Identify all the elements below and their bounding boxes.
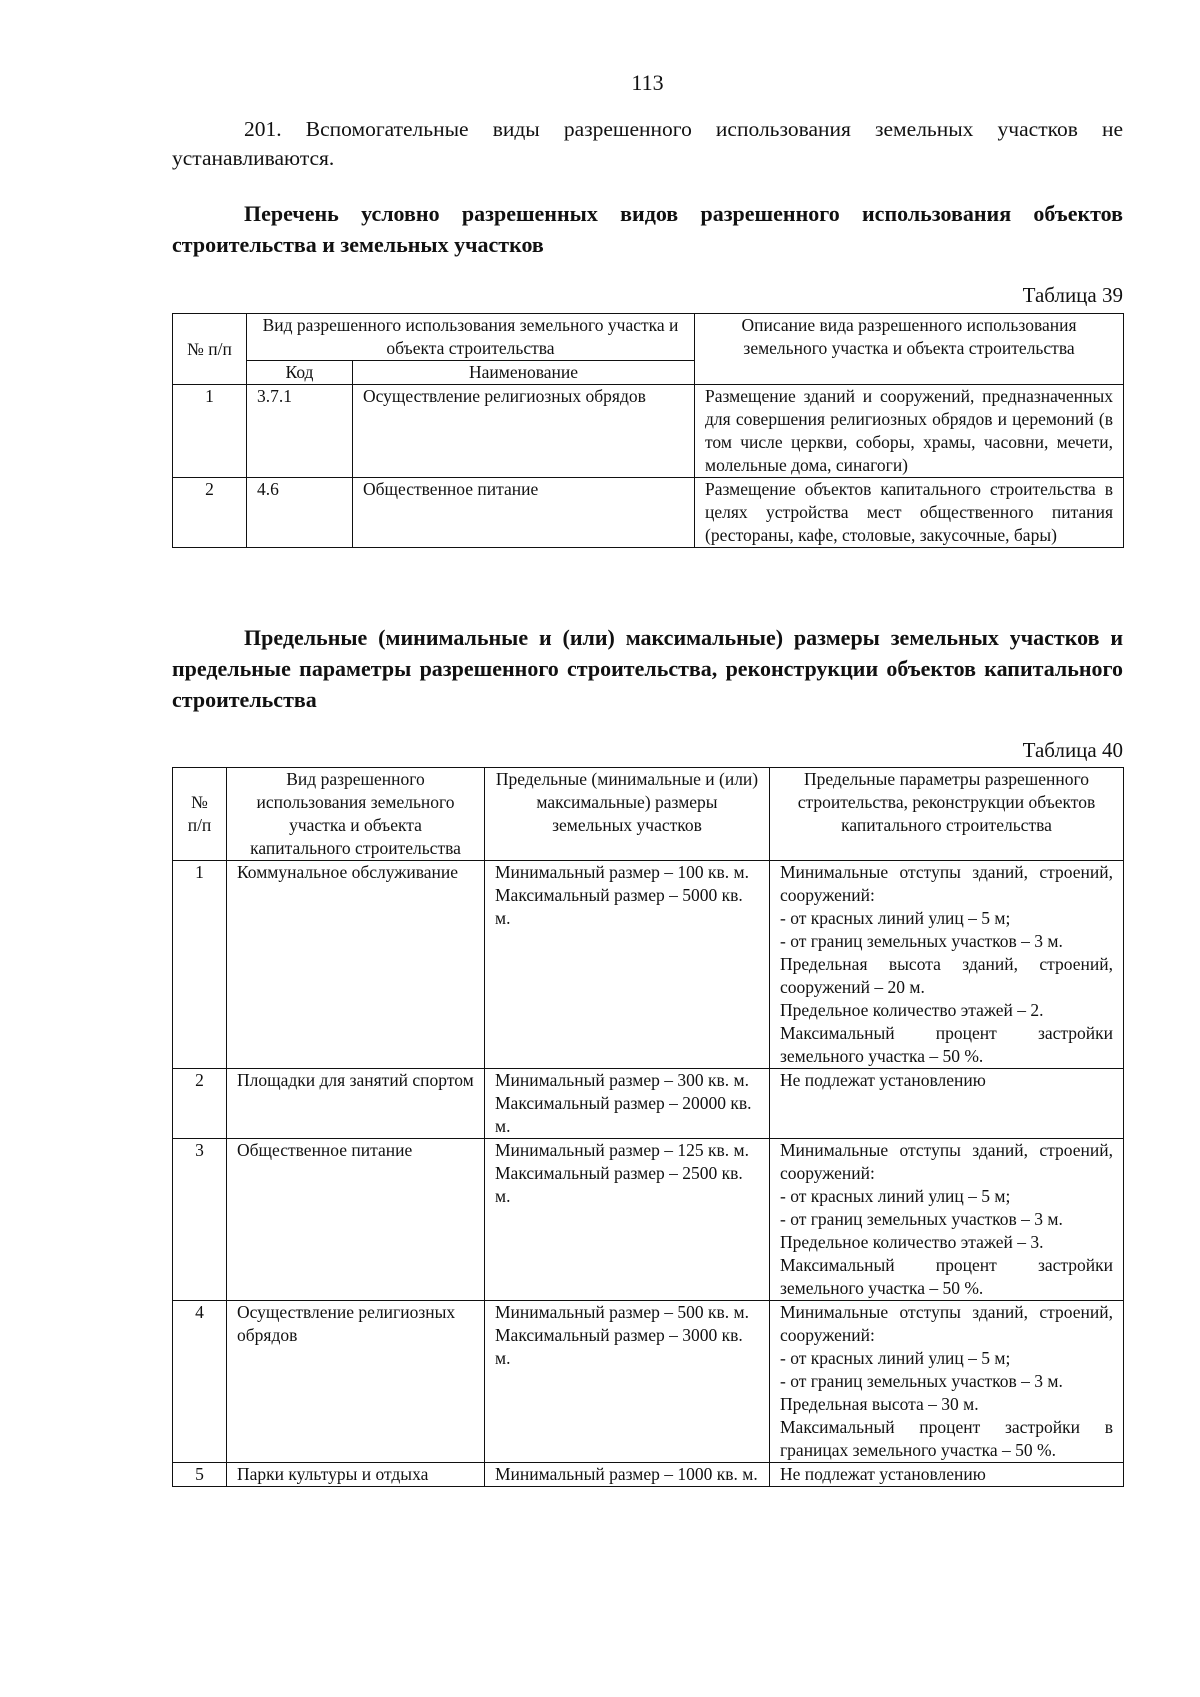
param-line: Максимальный процент застройки в границах земельного участка – 50 %.: [780, 1417, 1113, 1460]
row-kind: Осуществление религиозных обрядов: [227, 1301, 485, 1463]
row-description: Размещение объектов капитального строительства в целях устройства мест общественного питания (рестораны, кафе, столовые, закусочные, бары): [695, 478, 1124, 548]
min-size: Минимальный размер – 500 кв. м.: [495, 1302, 749, 1322]
row-num: 2: [173, 1069, 227, 1139]
param-line: - от границ земельных участков – 3 м.: [780, 931, 1063, 951]
param-line: Максимальный процент застройки земельного участка – 50 %.: [780, 1023, 1113, 1066]
row-code: 3.7.1: [247, 385, 353, 478]
row-parameters: [770, 1139, 1124, 1301]
table-header-row: [173, 314, 1124, 361]
table-40: [172, 767, 1124, 1487]
min-size: Минимальный размер – 100 кв. м.: [495, 862, 749, 882]
table-row: [173, 1139, 1124, 1301]
header-name: Наименование: [353, 361, 695, 385]
row-name: Общественное питание: [353, 478, 695, 548]
max-size: Максимальный размер – 5000 кв. м.: [495, 885, 743, 928]
row-sizes: [485, 1069, 770, 1139]
header-num: № п/п: [173, 314, 247, 385]
param-line: Минимальные отступы зданий, строений, сооружений:: [780, 1302, 1113, 1345]
paragraph-201: 201. Вспомогательные виды разрешенного использования земельных участков не устанавливаются.: [172, 117, 1123, 170]
header-code: Код: [247, 361, 353, 385]
param-line: - от границ земельных участков – 3 м.: [780, 1209, 1063, 1229]
row-sizes: [485, 861, 770, 1069]
param-line: Предельная высота – 30 м.: [780, 1394, 979, 1414]
param-line: Минимальные отступы зданий, строений, сооружений:: [780, 1140, 1113, 1183]
header-parameters: Предельные параметры разрешенного строительства, реконструкции объектов капитального строительства: [770, 768, 1124, 861]
row-num: 3: [173, 1139, 227, 1301]
header-kind: Вид разрешенного использования земельного участка и объекта строительства: [247, 314, 695, 361]
table-row: [173, 1301, 1124, 1463]
table-39: [172, 313, 1124, 548]
table-row: [173, 385, 1124, 478]
param-line: Максимальный процент застройки земельного участка – 50 %.: [780, 1255, 1113, 1298]
max-size: Максимальный размер – 20000 кв. м.: [495, 1093, 752, 1136]
param-line: Предельное количество этажей – 2.: [780, 1000, 1044, 1020]
min-size: Минимальный размер – 1000 кв. м.: [495, 1464, 758, 1484]
table-header-row: [173, 768, 1124, 861]
row-description: Размещение зданий и сооружений, предназначенных для совершения религиозных обрядов и церемоний (в том числе церкви, соборы, храмы, часовни, мечети, молельные дома, синагоги): [695, 385, 1124, 478]
row-sizes: [485, 1139, 770, 1301]
table-row: [173, 1069, 1124, 1139]
table-39-caption: Таблица 39: [1022, 283, 1123, 307]
page-number: 113: [631, 70, 664, 95]
table-40-caption: Таблица 40: [1022, 738, 1123, 762]
row-name: Осуществление религиозных обрядов: [353, 385, 695, 478]
heading-conditional-uses: Перечень условно разрешенных видов разрешенного использования объектов строительства и земельных участков: [172, 201, 1123, 257]
header-num: № п/п: [173, 768, 227, 861]
row-num: 4: [173, 1301, 227, 1463]
row-code: 4.6: [247, 478, 353, 548]
param-line: Минимальные отступы зданий, строений, сооружений:: [780, 862, 1113, 905]
max-size: Максимальный размер – 3000 кв. м.: [495, 1325, 743, 1368]
heading-limit-parameters: Предельные (минимальные и (или) максимальные) размеры земельных участков и предельные параметры разрешенного строительства, реконструкции объектов капитального строительства: [172, 625, 1123, 712]
param-line: - от красных линий улиц – 5 м;: [780, 1186, 1011, 1206]
row-kind: Площадки для занятий спортом: [227, 1069, 485, 1139]
row-sizes: [485, 1301, 770, 1463]
param-line: - от красных линий улиц – 5 м;: [780, 908, 1011, 928]
row-kind: Коммунальное обслуживание: [227, 861, 485, 1069]
row-parameters: [770, 861, 1124, 1069]
row-parameters: [770, 1463, 1124, 1487]
param-line: - от границ земельных участков – 3 м.: [780, 1371, 1063, 1391]
row-num: 1: [173, 861, 227, 1069]
row-sizes: [485, 1463, 770, 1487]
row-parameters: [770, 1069, 1124, 1139]
header-kind: Вид разрешенного использования земельного участка и объекта капитального строительства: [227, 768, 485, 861]
row-num: 5: [173, 1463, 227, 1487]
param-line: Предельная высота зданий, строений, сооружений – 20 м.: [780, 954, 1113, 997]
param-line: - от красных линий улиц – 5 м;: [780, 1348, 1011, 1368]
param-line: Предельное количество этажей – 3.: [780, 1232, 1044, 1252]
row-num: 1: [173, 385, 247, 478]
row-parameters: [770, 1301, 1124, 1463]
min-size: Минимальный размер – 300 кв. м.: [495, 1070, 749, 1090]
table-row: [173, 478, 1124, 548]
min-size: Минимальный размер – 125 кв. м.: [495, 1140, 749, 1160]
table-row: [173, 861, 1124, 1069]
max-size: Максимальный размер – 2500 кв. м.: [495, 1163, 743, 1206]
header-sizes: Предельные (минимальные и (или) максимальные) размеры земельных участков: [485, 768, 770, 861]
param-line: Не подлежат установлению: [780, 1464, 986, 1484]
row-kind: Парки культуры и отдыха: [227, 1463, 485, 1487]
table-row: [173, 1463, 1124, 1487]
param-line: Не подлежат установлению: [780, 1070, 986, 1090]
row-kind: Общественное питание: [227, 1139, 485, 1301]
row-num: 2: [173, 478, 247, 548]
header-description: Описание вида разрешенного использования земельного участка и объекта строительства: [695, 314, 1124, 385]
